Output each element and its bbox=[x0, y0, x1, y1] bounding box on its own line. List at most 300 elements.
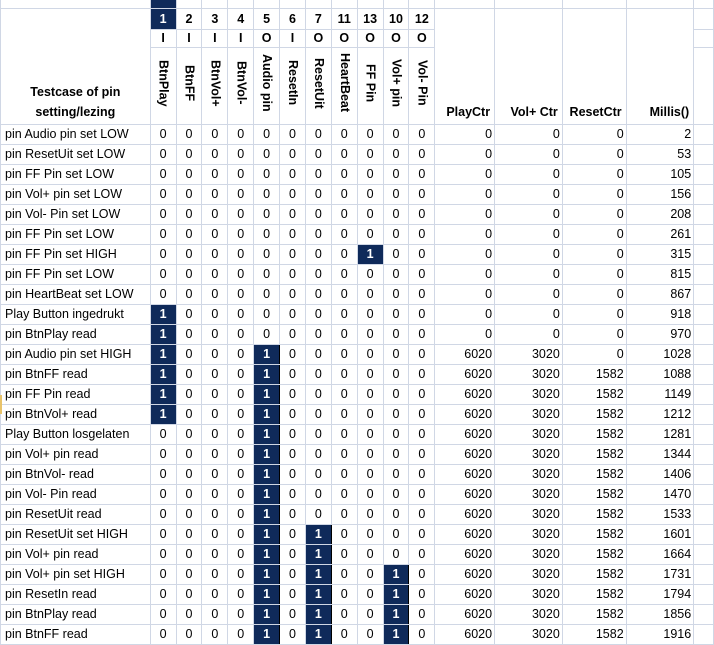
cell[interactable] bbox=[694, 285, 714, 305]
millis-cell[interactable]: 261 bbox=[626, 225, 694, 245]
resetctr-cell[interactable]: 1582 bbox=[562, 545, 626, 565]
pin-value-cell[interactable]: 0 bbox=[280, 425, 306, 445]
pin-value-cell[interactable]: 0 bbox=[357, 345, 383, 365]
pin-value-cell[interactable]: 0 bbox=[331, 185, 357, 205]
pin-value-cell[interactable]: 0 bbox=[202, 485, 228, 505]
pin-value-cell[interactable]: 0 bbox=[176, 465, 202, 485]
pin-value-cell[interactable]: 0 bbox=[305, 445, 331, 465]
pin-value-cell[interactable]: 1 bbox=[254, 625, 280, 645]
row-label-cell[interactable]: pin BtnPlay read bbox=[1, 605, 151, 625]
volctr-cell[interactable]: 3020 bbox=[495, 485, 563, 505]
row-label-cell[interactable]: pin FF Pin set LOW bbox=[1, 165, 151, 185]
cell[interactable] bbox=[694, 385, 714, 405]
pin-value-cell[interactable]: 0 bbox=[357, 265, 383, 285]
pin-value-cell[interactable]: 0 bbox=[228, 385, 254, 405]
pin-value-cell[interactable]: 0 bbox=[150, 225, 176, 245]
pin-value-cell[interactable]: 1 bbox=[383, 605, 409, 625]
cell[interactable] bbox=[228, 0, 254, 9]
row-label-cell[interactable]: pin Vol+ pin set LOW bbox=[1, 185, 151, 205]
pin-value-cell[interactable]: 1 bbox=[254, 485, 280, 505]
pin-value-cell[interactable]: 0 bbox=[228, 585, 254, 605]
pin-value-cell[interactable]: 0 bbox=[150, 585, 176, 605]
pin-value-cell[interactable]: 0 bbox=[331, 125, 357, 145]
pin-value-cell[interactable]: 0 bbox=[176, 265, 202, 285]
pin-value-cell[interactable]: 0 bbox=[383, 445, 409, 465]
pin-value-cell[interactable]: 0 bbox=[254, 185, 280, 205]
pin-value-cell[interactable]: 1 bbox=[305, 525, 331, 545]
pin-value-cell[interactable]: 0 bbox=[357, 305, 383, 325]
pin-value-cell[interactable]: 0 bbox=[383, 245, 409, 265]
pin-value-cell[interactable]: 0 bbox=[357, 225, 383, 245]
pin-mode-cell[interactable]: O bbox=[331, 30, 357, 48]
pin-value-cell[interactable]: 0 bbox=[305, 305, 331, 325]
row-label-cell[interactable]: Play Button ingedrukt bbox=[1, 305, 151, 325]
millis-cell[interactable]: 1406 bbox=[626, 465, 694, 485]
pin-value-cell[interactable]: 0 bbox=[176, 225, 202, 245]
pin-value-cell[interactable]: 0 bbox=[176, 525, 202, 545]
pin-value-cell[interactable]: 0 bbox=[280, 225, 306, 245]
volctr-cell[interactable]: 0 bbox=[495, 245, 563, 265]
pin-value-cell[interactable]: 0 bbox=[331, 285, 357, 305]
pin-value-cell[interactable]: 1 bbox=[254, 465, 280, 485]
pin-value-cell[interactable]: 0 bbox=[305, 125, 331, 145]
volctr-cell[interactable]: 0 bbox=[495, 325, 563, 345]
pin-value-cell[interactable]: 1 bbox=[150, 405, 176, 425]
testcase-header[interactable]: Testcase of pin setting/lezing bbox=[1, 9, 151, 125]
pin-value-cell[interactable]: 0 bbox=[202, 305, 228, 325]
row-label-cell[interactable]: pin FF Pin read bbox=[1, 385, 151, 405]
pin-value-cell[interactable]: 0 bbox=[331, 145, 357, 165]
pin-value-cell[interactable]: 0 bbox=[409, 485, 435, 505]
row-label-cell[interactable]: pin Vol- Pin set LOW bbox=[1, 205, 151, 225]
volctr-cell[interactable]: 0 bbox=[495, 305, 563, 325]
resetctr-header[interactable]: ResetCtr bbox=[562, 9, 626, 125]
pin-value-cell[interactable]: 0 bbox=[305, 145, 331, 165]
pin-value-cell[interactable]: 0 bbox=[228, 445, 254, 465]
pin-value-cell[interactable]: 0 bbox=[202, 505, 228, 525]
pin-value-cell[interactable]: 0 bbox=[409, 145, 435, 165]
pin-value-cell[interactable]: 1 bbox=[305, 625, 331, 645]
pin-value-cell[interactable]: 0 bbox=[176, 145, 202, 165]
pin-value-cell[interactable]: 0 bbox=[280, 465, 306, 485]
pin-value-cell[interactable]: 0 bbox=[150, 125, 176, 145]
pin-value-cell[interactable]: 0 bbox=[383, 505, 409, 525]
millis-cell[interactable]: 1856 bbox=[626, 605, 694, 625]
pin-value-cell[interactable]: 0 bbox=[409, 525, 435, 545]
pin-value-cell[interactable]: 0 bbox=[409, 465, 435, 485]
pin-value-cell[interactable]: 0 bbox=[331, 405, 357, 425]
pin-value-cell[interactable]: 0 bbox=[409, 425, 435, 445]
pin-value-cell[interactable]: 0 bbox=[357, 585, 383, 605]
pin-value-cell[interactable]: 0 bbox=[331, 565, 357, 585]
pin-value-cell[interactable]: 0 bbox=[409, 225, 435, 245]
pin-value-cell[interactable]: 0 bbox=[202, 445, 228, 465]
pin-value-cell[interactable]: 0 bbox=[357, 125, 383, 145]
pin-value-cell[interactable]: 0 bbox=[331, 345, 357, 365]
pin-value-cell[interactable]: 0 bbox=[383, 145, 409, 165]
millis-cell[interactable]: 156 bbox=[626, 185, 694, 205]
pin-value-cell[interactable]: 0 bbox=[176, 365, 202, 385]
pin-value-cell[interactable]: 0 bbox=[280, 385, 306, 405]
pin-value-cell[interactable]: 0 bbox=[202, 325, 228, 345]
pin-value-cell[interactable]: 0 bbox=[383, 485, 409, 505]
cell[interactable] bbox=[562, 0, 626, 9]
resetctr-cell[interactable]: 0 bbox=[562, 245, 626, 265]
row-label-cell[interactable]: pin Audio pin set LOW bbox=[1, 125, 151, 145]
pin-value-cell[interactable]: 0 bbox=[228, 565, 254, 585]
cell[interactable] bbox=[1, 0, 151, 9]
pin-value-cell[interactable]: 0 bbox=[331, 545, 357, 565]
pin-value-cell[interactable]: 0 bbox=[357, 285, 383, 305]
pin-value-cell[interactable]: 0 bbox=[331, 525, 357, 545]
pin-value-cell[interactable]: 0 bbox=[305, 245, 331, 265]
pin-value-cell[interactable]: 0 bbox=[228, 245, 254, 265]
playctr-cell[interactable]: 0 bbox=[435, 285, 495, 305]
cell[interactable] bbox=[694, 9, 714, 30]
pin-value-cell[interactable]: 0 bbox=[280, 525, 306, 545]
cell[interactable] bbox=[150, 0, 176, 9]
pin-value-cell[interactable]: 1 bbox=[254, 525, 280, 545]
volctr-cell[interactable]: 3020 bbox=[495, 625, 563, 645]
pin-value-cell[interactable]: 0 bbox=[331, 505, 357, 525]
playctr-cell[interactable]: 6020 bbox=[435, 405, 495, 425]
pin-value-cell[interactable]: 0 bbox=[305, 465, 331, 485]
pin-mode-cell[interactable]: O bbox=[383, 30, 409, 48]
resetctr-cell[interactable]: 1582 bbox=[562, 505, 626, 525]
pin-value-cell[interactable]: 0 bbox=[357, 365, 383, 385]
pin-value-cell[interactable]: 0 bbox=[409, 325, 435, 345]
pin-value-cell[interactable]: 0 bbox=[357, 325, 383, 345]
resetctr-cell[interactable]: 0 bbox=[562, 225, 626, 245]
millis-cell[interactable]: 1731 bbox=[626, 565, 694, 585]
pin-value-cell[interactable]: 0 bbox=[357, 205, 383, 225]
pin-value-cell[interactable]: 0 bbox=[383, 465, 409, 485]
pin-value-cell[interactable]: 0 bbox=[228, 145, 254, 165]
row-label-cell[interactable]: pin Audio pin set HIGH bbox=[1, 345, 151, 365]
cell[interactable] bbox=[694, 0, 714, 9]
cell[interactable] bbox=[280, 0, 306, 9]
pin-value-cell[interactable]: 0 bbox=[280, 585, 306, 605]
row-label-cell[interactable]: pin Vol+ pin set HIGH bbox=[1, 565, 151, 585]
millis-cell[interactable]: 970 bbox=[626, 325, 694, 345]
pin-value-cell[interactable]: 1 bbox=[150, 305, 176, 325]
pin-value-cell[interactable]: 0 bbox=[176, 185, 202, 205]
pin-value-cell[interactable]: 0 bbox=[176, 445, 202, 465]
resetctr-cell[interactable]: 1582 bbox=[562, 365, 626, 385]
pin-value-cell[interactable]: 0 bbox=[409, 605, 435, 625]
cell[interactable] bbox=[626, 0, 694, 9]
row-label-cell[interactable]: pin BtnFF read bbox=[1, 365, 151, 385]
row-label-cell[interactable]: pin FF Pin set HIGH bbox=[1, 245, 151, 265]
millis-cell[interactable]: 1088 bbox=[626, 365, 694, 385]
volctr-cell[interactable]: 3020 bbox=[495, 445, 563, 465]
pin-value-cell[interactable]: 1 bbox=[254, 545, 280, 565]
pin-value-cell[interactable]: 0 bbox=[176, 345, 202, 365]
pin-value-cell[interactable]: 0 bbox=[357, 425, 383, 445]
pin-value-cell[interactable]: 0 bbox=[280, 305, 306, 325]
pin-value-cell[interactable]: 0 bbox=[228, 405, 254, 425]
pin-name-cell[interactable] bbox=[202, 48, 228, 125]
pin-value-cell[interactable]: 0 bbox=[150, 465, 176, 485]
pin-value-cell[interactable]: 0 bbox=[254, 265, 280, 285]
pin-mode-cell[interactable]: I bbox=[280, 30, 306, 48]
pin-value-cell[interactable]: 0 bbox=[383, 425, 409, 445]
row-label-cell[interactable]: pin BtnVol+ read bbox=[1, 405, 151, 425]
cell[interactable] bbox=[694, 185, 714, 205]
pin-number-cell[interactable]: 7 bbox=[305, 9, 331, 30]
pin-value-cell[interactable]: 1 bbox=[254, 605, 280, 625]
volctr-cell[interactable]: 3020 bbox=[495, 605, 563, 625]
pin-value-cell[interactable]: 1 bbox=[150, 385, 176, 405]
pin-value-cell[interactable]: 1 bbox=[305, 585, 331, 605]
cell[interactable] bbox=[694, 265, 714, 285]
cell[interactable] bbox=[694, 325, 714, 345]
pin-value-cell[interactable]: 0 bbox=[383, 405, 409, 425]
pin-value-cell[interactable]: 0 bbox=[202, 165, 228, 185]
volctr-cell[interactable]: 3020 bbox=[495, 585, 563, 605]
pin-value-cell[interactable]: 0 bbox=[176, 205, 202, 225]
row-label-cell[interactable]: pin ResetUit read bbox=[1, 505, 151, 525]
pin-value-cell[interactable]: 0 bbox=[280, 325, 306, 345]
pin-value-cell[interactable]: 0 bbox=[305, 405, 331, 425]
pin-name-cell[interactable] bbox=[228, 48, 254, 125]
cell[interactable] bbox=[331, 0, 357, 9]
pin-value-cell[interactable]: 0 bbox=[202, 245, 228, 265]
playctr-cell[interactable]: 6020 bbox=[435, 465, 495, 485]
resetctr-cell[interactable]: 0 bbox=[562, 325, 626, 345]
volctr-cell[interactable]: 3020 bbox=[495, 505, 563, 525]
millis-cell[interactable]: 1601 bbox=[626, 525, 694, 545]
pin-value-cell[interactable]: 0 bbox=[357, 505, 383, 525]
resetctr-cell[interactable]: 1582 bbox=[562, 405, 626, 425]
pin-name-cell[interactable] bbox=[176, 48, 202, 125]
pin-mode-cell[interactable]: I bbox=[150, 30, 176, 48]
pin-value-cell[interactable]: 0 bbox=[176, 165, 202, 185]
pin-value-cell[interactable]: 0 bbox=[280, 265, 306, 285]
pin-value-cell[interactable]: 0 bbox=[176, 245, 202, 265]
pin-value-cell[interactable]: 0 bbox=[176, 605, 202, 625]
pin-value-cell[interactable]: 0 bbox=[331, 465, 357, 485]
pin-value-cell[interactable]: 0 bbox=[357, 145, 383, 165]
cell[interactable] bbox=[202, 0, 228, 9]
pin-value-cell[interactable]: 0 bbox=[150, 565, 176, 585]
volctr-cell[interactable]: 3020 bbox=[495, 345, 563, 365]
cell[interactable] bbox=[694, 125, 714, 145]
pin-value-cell[interactable]: 0 bbox=[331, 605, 357, 625]
pin-value-cell[interactable]: 0 bbox=[280, 625, 306, 645]
pin-value-cell[interactable]: 0 bbox=[383, 325, 409, 345]
pin-value-cell[interactable]: 1 bbox=[254, 345, 280, 365]
pin-value-cell[interactable]: 0 bbox=[280, 565, 306, 585]
pin-value-cell[interactable]: 0 bbox=[202, 265, 228, 285]
pin-value-cell[interactable]: 0 bbox=[150, 285, 176, 305]
pin-value-cell[interactable]: 0 bbox=[280, 505, 306, 525]
resetctr-cell[interactable]: 1582 bbox=[562, 465, 626, 485]
pin-value-cell[interactable]: 0 bbox=[176, 545, 202, 565]
pin-value-cell[interactable]: 0 bbox=[409, 265, 435, 285]
pin-value-cell[interactable]: 0 bbox=[331, 245, 357, 265]
pin-number-cell[interactable]: 13 bbox=[357, 9, 383, 30]
pin-value-cell[interactable]: 0 bbox=[357, 605, 383, 625]
pin-value-cell[interactable]: 0 bbox=[150, 605, 176, 625]
volctr-cell[interactable]: 0 bbox=[495, 125, 563, 145]
pin-number-cell[interactable]: 2 bbox=[176, 9, 202, 30]
pin-value-cell[interactable]: 0 bbox=[228, 625, 254, 645]
pin-value-cell[interactable]: 0 bbox=[357, 185, 383, 205]
volctr-cell[interactable]: 3020 bbox=[495, 365, 563, 385]
pin-value-cell[interactable]: 0 bbox=[331, 445, 357, 465]
pin-value-cell[interactable]: 0 bbox=[305, 225, 331, 245]
cell[interactable] bbox=[694, 30, 714, 48]
volctr-cell[interactable]: 3020 bbox=[495, 385, 563, 405]
volctr-cell[interactable]: 3020 bbox=[495, 525, 563, 545]
pin-value-cell[interactable]: 0 bbox=[383, 525, 409, 545]
row-label-cell[interactable]: pin FF Pin set LOW bbox=[1, 265, 151, 285]
pin-value-cell[interactable]: 0 bbox=[383, 265, 409, 285]
pin-value-cell[interactable]: 1 bbox=[254, 445, 280, 465]
resetctr-cell[interactable]: 1582 bbox=[562, 625, 626, 645]
pin-value-cell[interactable]: 0 bbox=[383, 345, 409, 365]
pin-value-cell[interactable]: 0 bbox=[383, 165, 409, 185]
row-label-cell[interactable]: Play Button losgelaten bbox=[1, 425, 151, 445]
row-label-cell[interactable]: pin FF Pin set LOW bbox=[1, 225, 151, 245]
resetctr-cell[interactable]: 0 bbox=[562, 345, 626, 365]
pin-value-cell[interactable]: 0 bbox=[254, 145, 280, 165]
millis-cell[interactable]: 53 bbox=[626, 145, 694, 165]
resetctr-cell[interactable]: 0 bbox=[562, 185, 626, 205]
pin-mode-cell[interactable]: I bbox=[202, 30, 228, 48]
millis-cell[interactable]: 867 bbox=[626, 285, 694, 305]
playctr-cell[interactable]: 6020 bbox=[435, 485, 495, 505]
pin-value-cell[interactable]: 0 bbox=[228, 305, 254, 325]
resetctr-cell[interactable]: 0 bbox=[562, 305, 626, 325]
volctr-cell[interactable]: 3020 bbox=[495, 405, 563, 425]
pin-value-cell[interactable]: 0 bbox=[176, 625, 202, 645]
pin-value-cell[interactable]: 0 bbox=[150, 505, 176, 525]
pin-value-cell[interactable]: 0 bbox=[202, 525, 228, 545]
row-label-cell[interactable]: pin Vol+ pin read bbox=[1, 545, 151, 565]
pin-value-cell[interactable]: 0 bbox=[202, 585, 228, 605]
pin-mode-cell[interactable]: I bbox=[228, 30, 254, 48]
pin-value-cell[interactable]: 0 bbox=[280, 485, 306, 505]
pin-value-cell[interactable]: 0 bbox=[228, 485, 254, 505]
pin-value-cell[interactable]: 0 bbox=[280, 125, 306, 145]
pin-value-cell[interactable]: 0 bbox=[357, 165, 383, 185]
cell[interactable] bbox=[435, 0, 495, 9]
pin-value-cell[interactable]: 0 bbox=[357, 405, 383, 425]
playctr-cell[interactable]: 0 bbox=[435, 245, 495, 265]
pin-mode-cell[interactable]: O bbox=[409, 30, 435, 48]
playctr-cell[interactable]: 6020 bbox=[435, 605, 495, 625]
pin-value-cell[interactable]: 0 bbox=[228, 365, 254, 385]
pin-value-cell[interactable]: 0 bbox=[357, 525, 383, 545]
pin-value-cell[interactable]: 1 bbox=[383, 565, 409, 585]
pin-value-cell[interactable]: 0 bbox=[176, 405, 202, 425]
pin-value-cell[interactable]: 0 bbox=[150, 485, 176, 505]
pin-value-cell[interactable]: 0 bbox=[150, 545, 176, 565]
resetctr-cell[interactable]: 1582 bbox=[562, 485, 626, 505]
cell[interactable] bbox=[694, 425, 714, 445]
playctr-cell[interactable]: 0 bbox=[435, 125, 495, 145]
cell[interactable] bbox=[694, 365, 714, 385]
volctr-cell[interactable]: 0 bbox=[495, 285, 563, 305]
row-label-cell[interactable]: pin Vol- Pin read bbox=[1, 485, 151, 505]
pin-value-cell[interactable]: 1 bbox=[254, 365, 280, 385]
pin-value-cell[interactable]: 0 bbox=[202, 185, 228, 205]
pin-value-cell[interactable]: 0 bbox=[202, 405, 228, 425]
pin-value-cell[interactable]: 0 bbox=[280, 245, 306, 265]
millis-cell[interactable]: 1212 bbox=[626, 405, 694, 425]
cell[interactable] bbox=[694, 585, 714, 605]
cell[interactable] bbox=[694, 48, 714, 125]
pin-value-cell[interactable]: 0 bbox=[331, 325, 357, 345]
resetctr-cell[interactable]: 1582 bbox=[562, 445, 626, 465]
resetctr-cell[interactable]: 0 bbox=[562, 285, 626, 305]
volctr-cell[interactable]: 3020 bbox=[495, 545, 563, 565]
cell[interactable] bbox=[409, 0, 435, 9]
playctr-cell[interactable]: 0 bbox=[435, 225, 495, 245]
playctr-cell[interactable]: 6020 bbox=[435, 525, 495, 545]
pin-name-cell[interactable] bbox=[280, 48, 306, 125]
pin-value-cell[interactable]: 0 bbox=[409, 165, 435, 185]
millis-cell[interactable]: 1470 bbox=[626, 485, 694, 505]
pin-value-cell[interactable]: 0 bbox=[305, 185, 331, 205]
pin-value-cell[interactable]: 1 bbox=[150, 325, 176, 345]
pin-value-cell[interactable]: 0 bbox=[409, 185, 435, 205]
pin-name-cell[interactable] bbox=[305, 48, 331, 125]
pin-value-cell[interactable]: 0 bbox=[228, 185, 254, 205]
pin-value-cell[interactable]: 0 bbox=[305, 285, 331, 305]
playctr-cell[interactable]: 0 bbox=[435, 185, 495, 205]
pin-value-cell[interactable]: 0 bbox=[228, 165, 254, 185]
pin-value-cell[interactable]: 0 bbox=[383, 225, 409, 245]
pin-value-cell[interactable]: 0 bbox=[331, 265, 357, 285]
pin-value-cell[interactable]: 1 bbox=[150, 365, 176, 385]
pin-value-cell[interactable]: 0 bbox=[150, 625, 176, 645]
pin-value-cell[interactable]: 0 bbox=[383, 205, 409, 225]
pin-value-cell[interactable]: 0 bbox=[331, 165, 357, 185]
pin-value-cell[interactable]: 0 bbox=[331, 485, 357, 505]
cell[interactable] bbox=[383, 0, 409, 9]
volctr-cell[interactable]: 0 bbox=[495, 225, 563, 245]
pin-value-cell[interactable]: 0 bbox=[228, 225, 254, 245]
pin-value-cell[interactable]: 0 bbox=[254, 225, 280, 245]
pin-value-cell[interactable]: 0 bbox=[305, 505, 331, 525]
pin-value-cell[interactable]: 0 bbox=[280, 205, 306, 225]
pin-value-cell[interactable]: 0 bbox=[305, 265, 331, 285]
playctr-header[interactable]: PlayCtr bbox=[435, 9, 495, 125]
pin-value-cell[interactable]: 0 bbox=[176, 305, 202, 325]
pin-name-cell[interactable] bbox=[357, 48, 383, 125]
pin-value-cell[interactable]: 0 bbox=[409, 565, 435, 585]
pin-value-cell[interactable]: 0 bbox=[305, 385, 331, 405]
cell[interactable] bbox=[357, 0, 383, 9]
cell[interactable] bbox=[694, 345, 714, 365]
cell[interactable] bbox=[694, 485, 714, 505]
playctr-cell[interactable]: 6020 bbox=[435, 625, 495, 645]
pin-value-cell[interactable]: 0 bbox=[331, 225, 357, 245]
pin-value-cell[interactable]: 0 bbox=[150, 525, 176, 545]
pin-value-cell[interactable]: 0 bbox=[202, 205, 228, 225]
pin-name-cell[interactable] bbox=[409, 48, 435, 125]
pin-value-cell[interactable]: 0 bbox=[254, 325, 280, 345]
pin-name-cell[interactable] bbox=[254, 48, 280, 125]
pin-value-cell[interactable]: 1 bbox=[254, 425, 280, 445]
pin-value-cell[interactable]: 0 bbox=[202, 145, 228, 165]
playctr-cell[interactable]: 0 bbox=[435, 165, 495, 185]
pin-value-cell[interactable]: 0 bbox=[202, 465, 228, 485]
resetctr-cell[interactable]: 0 bbox=[562, 205, 626, 225]
